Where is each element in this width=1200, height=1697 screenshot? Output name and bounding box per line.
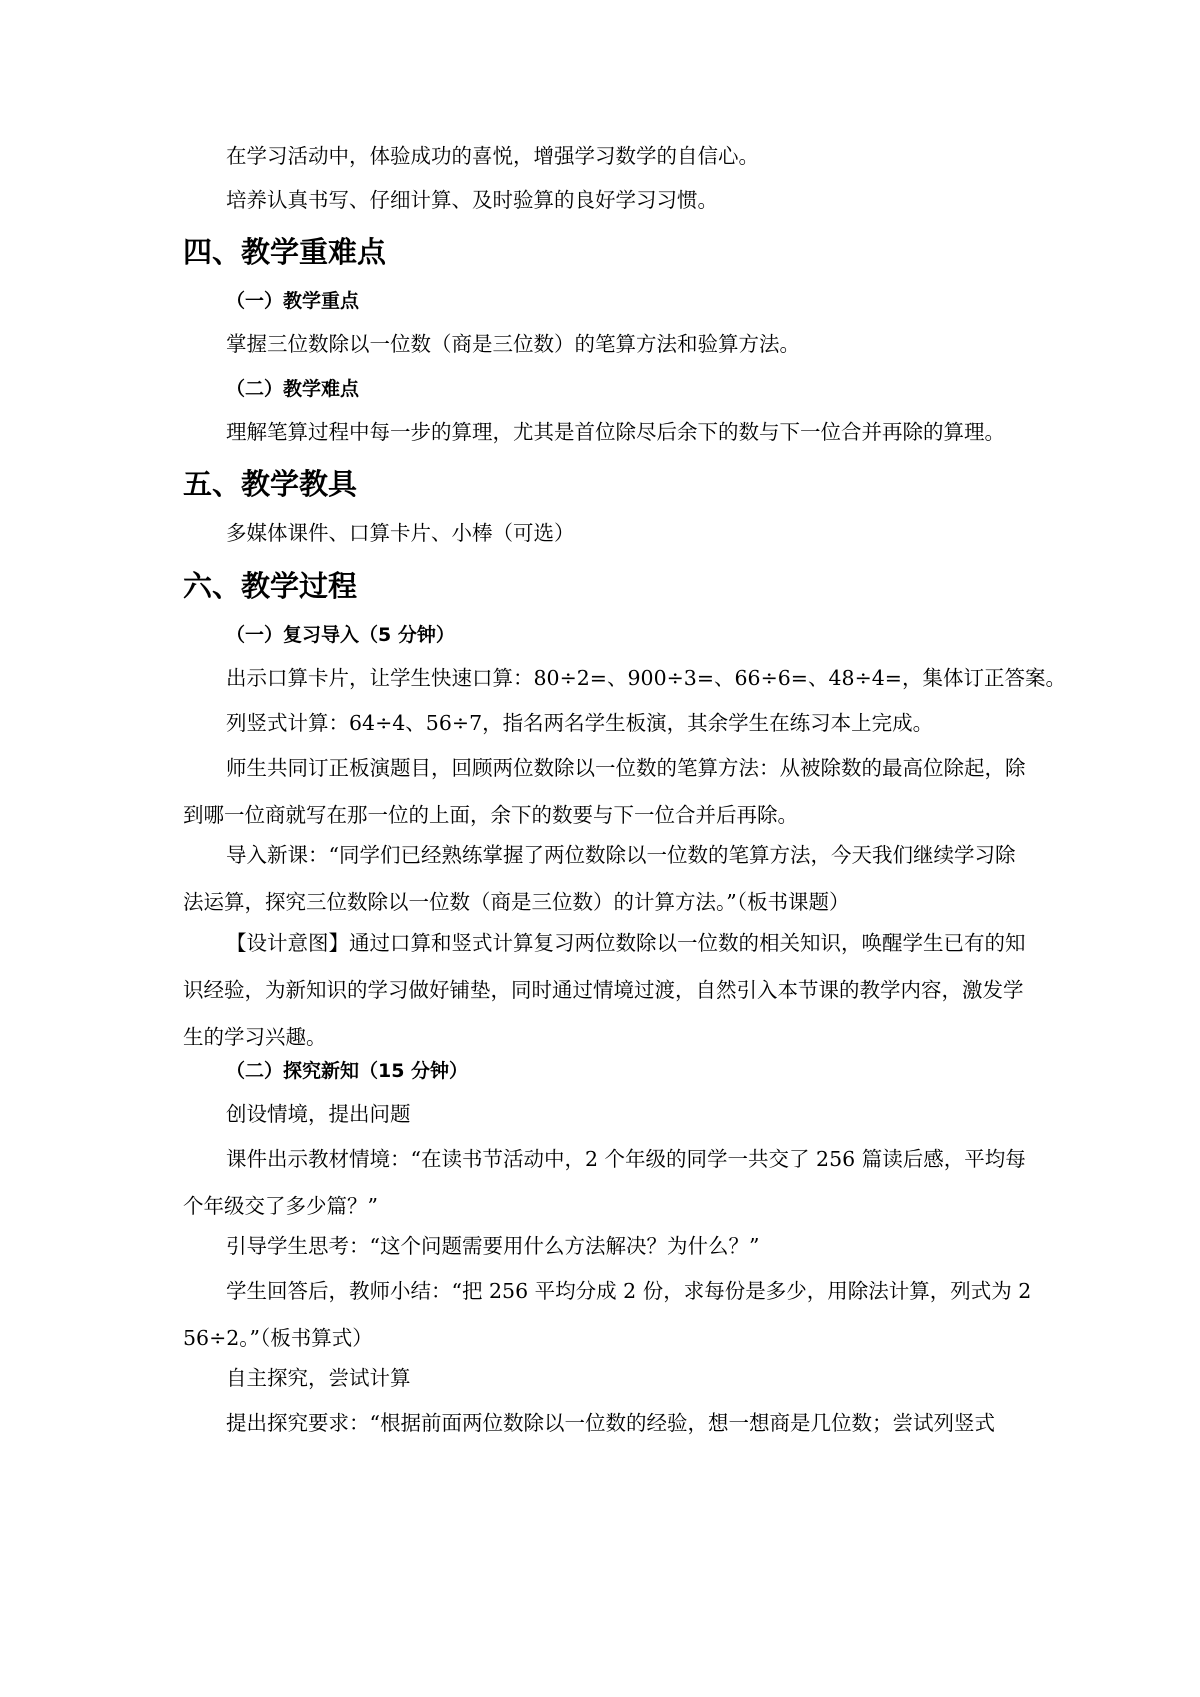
paragraph-situation: 创设情境，提出问题 [226, 1102, 411, 1126]
paragraph-courseware: 课件出示教材情境：“在读书节活动中，2 个年级的同学一共交了 256 篇读后感，平均每个年级交了多少篇？” [183, 1147, 1026, 1218]
heading-process: 六、教学过程 [183, 569, 358, 603]
paragraph-oral: 出示口算卡片，让学生快速口算：80÷2=、900÷3=、66÷6=、48÷4=，集体订正答案。 [226, 666, 1066, 690]
subheading-difficult: （二）教学难点 [226, 378, 360, 400]
paragraph-key: 掌握三位数除以一位数（商是三位数）的笔算方法和验算方法。 [226, 332, 800, 356]
paragraph-tools: 多媒体课件、口算卡片、小棒（可选） [226, 521, 575, 545]
subheading-review: （一）复习导入（5 分钟） [226, 624, 455, 646]
paragraph-guide: 引导学生思考：“这个问题需要用什么方法解决？为什么？” [226, 1234, 760, 1258]
paragraph-self: 自主探究，尝试计算 [226, 1366, 411, 1390]
paragraph-intro: 导入新课：“同学们已经熟练掌握了两位数除以一位数的笔算方法，今天我们继续学习除法运算，探究三位数除以一位数（商是三位数）的计算方法。”（板书课题） [183, 843, 1016, 914]
heading-tools: 五、教学教具 [183, 467, 358, 501]
subheading-explore: （二）探究新知（15 分钟） [226, 1060, 469, 1082]
paragraph-difficult: 理解笔算过程中每一步的算理，尤其是首位除尽后余下的数与下一位合并再除的算理。 [226, 420, 1005, 444]
paragraph-habit: 培养认真书写、仔细计算、及时验算的良好学习习惯。 [226, 188, 718, 212]
paragraph-vertical: 列竖式计算：64÷4、56÷7，指名两名学生板演，其余学生在练习本上完成。 [226, 711, 934, 735]
heading-key-points: 四、教学重难点 [183, 235, 387, 269]
paragraph-summary: 学生回答后，教师小结：“把 256 平均分成 2 份，求每份是多少，用除法计算，列式为 256÷2。”（板书算式） [183, 1279, 1032, 1350]
paragraph-success: 在学习活动中，体验成功的喜悦，增强学习数学的自信心。 [226, 144, 759, 168]
paragraph-correct: 师生共同订正板演题目，回顾两位数除以一位数的笔算方法：从被除数的最高位除起，除到哪一位商就写在那一位的上面，余下的数要与下一位合并后再除。 [183, 756, 1026, 827]
paragraph-design: 【设计意图】通过口算和竖式计算复习两位数除以一位数的相关知识，唤醒学生已有的知识经验，为新知识的学习做好铺垫，同时通过情境过渡，自然引入本节课的教学内容，激发学生的学习兴趣。 [183, 931, 1026, 1049]
subheading-key: （一）教学重点 [226, 290, 360, 312]
paragraph-require: 提出探究要求：“根据前面两位数除以一位数的经验，想一想商是几位数；尝试列竖式 [226, 1411, 995, 1435]
